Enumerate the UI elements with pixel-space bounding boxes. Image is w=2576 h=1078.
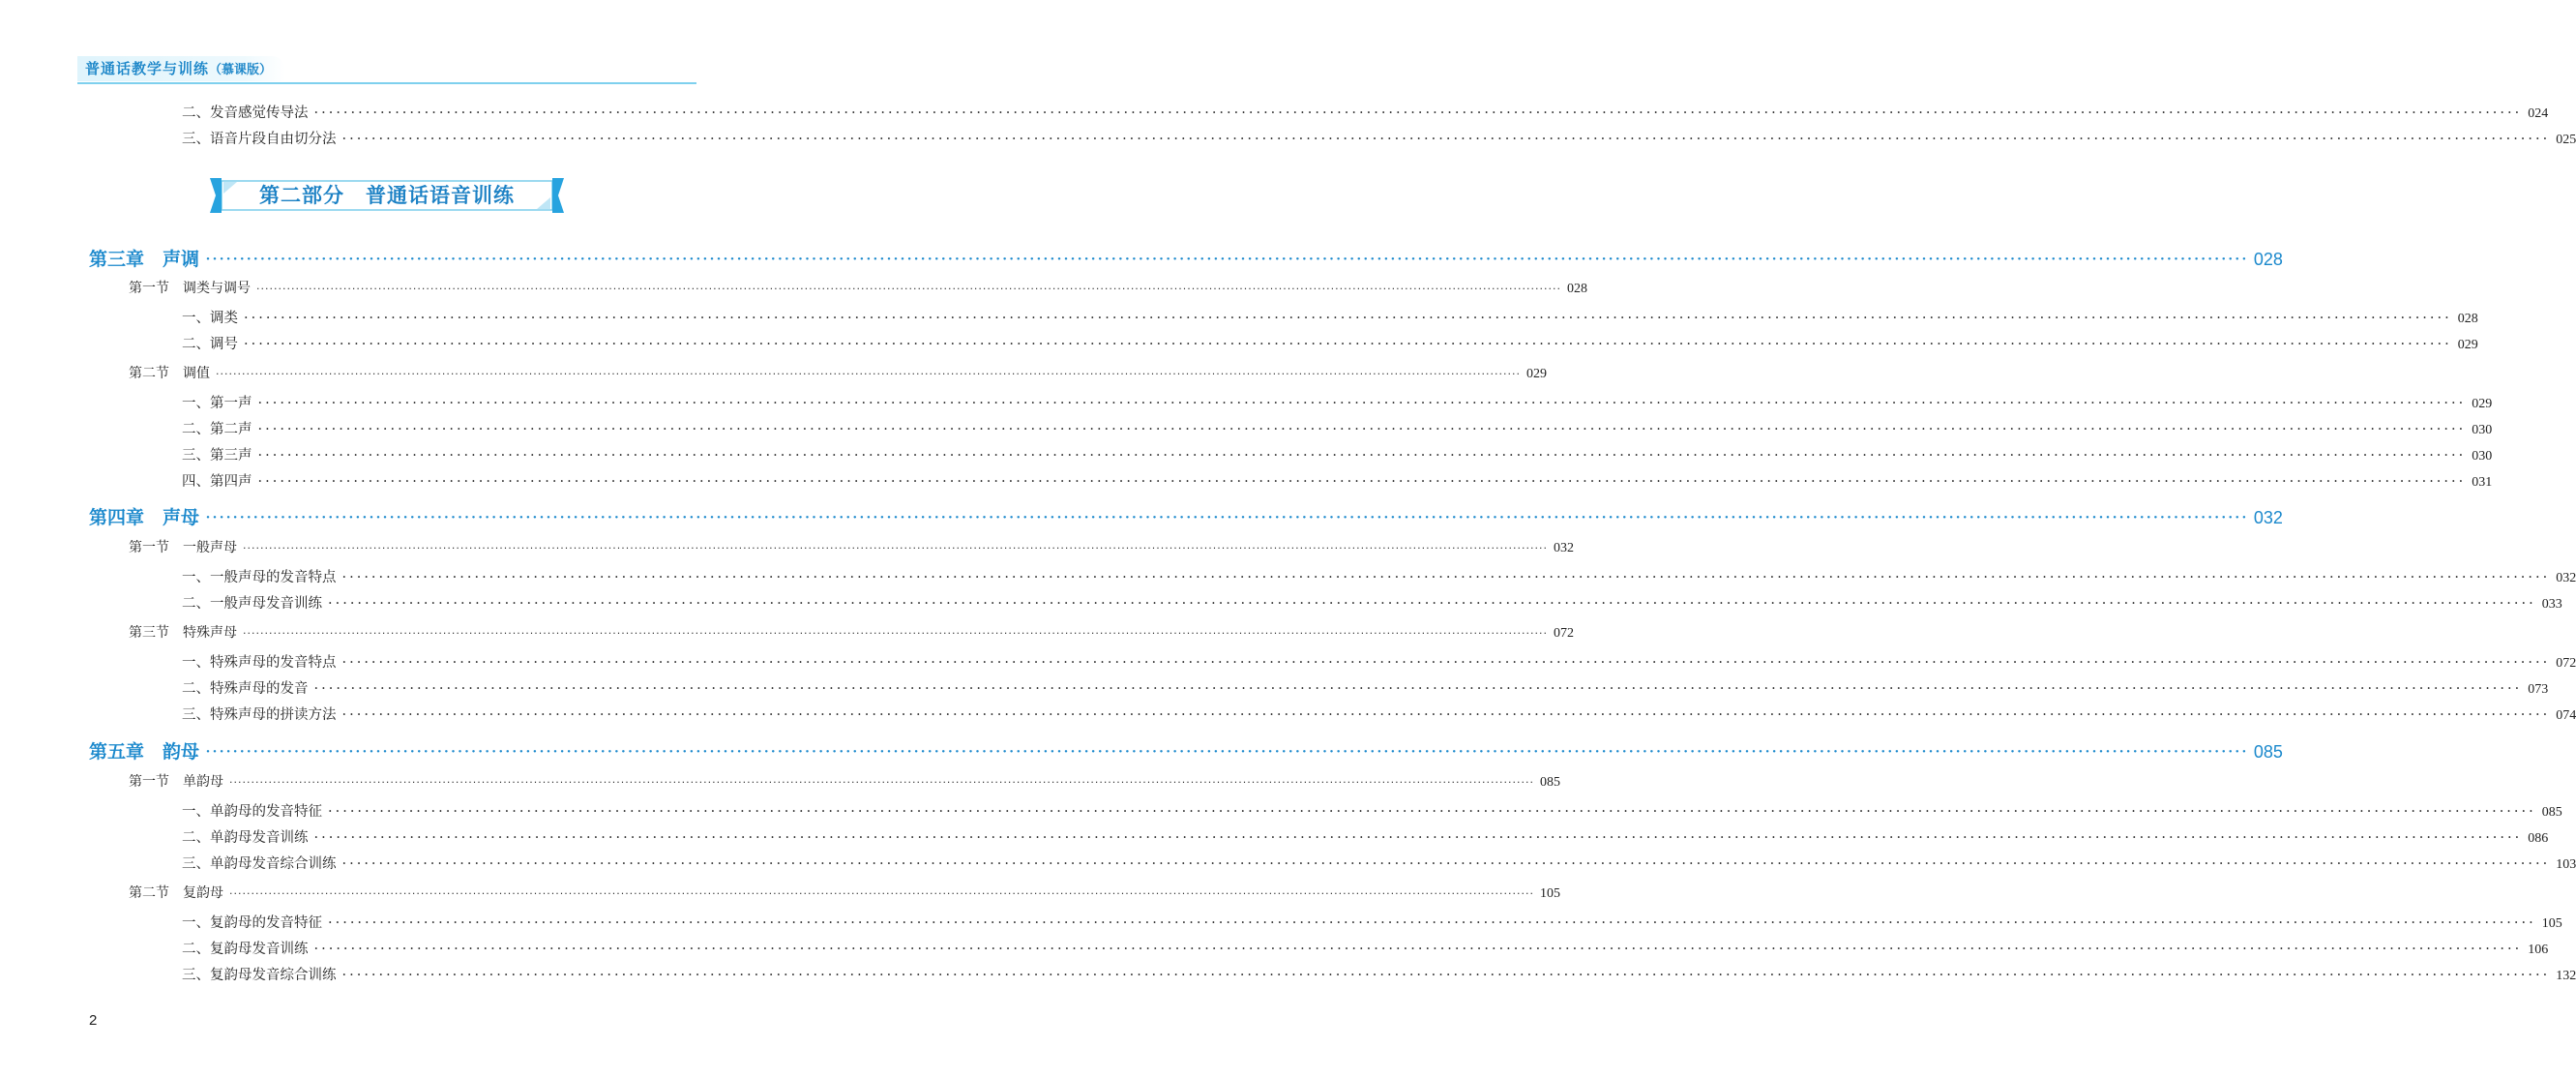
toc-item[interactable] xyxy=(182,470,2493,491)
section-title: 复韵母 xyxy=(183,885,223,901)
section-page: 072 xyxy=(1553,626,1574,641)
toc-chapter[interactable] xyxy=(89,503,2283,529)
section-page: 105 xyxy=(1539,886,1560,901)
toc-item-label: 二、调号 xyxy=(182,337,238,352)
toc-item-page: 103 xyxy=(2556,857,2576,872)
toc-item-page: 029 xyxy=(2472,397,2493,411)
toc-item-page: 085 xyxy=(2541,805,2562,820)
toc-item[interactable] xyxy=(182,826,2549,847)
toc-item-label: 一、调类 xyxy=(182,311,238,326)
section-page: 032 xyxy=(1553,541,1574,555)
leader-dots: ············································································································································································································································································································ xyxy=(313,942,2523,957)
toc-item[interactable] xyxy=(182,418,2493,438)
toc-item-label: 三、复韵母发音综合训练 xyxy=(182,968,337,983)
toc-item-page: 086 xyxy=(2528,831,2549,846)
leader-dots: ············································································································································································································································································································ xyxy=(205,741,2248,763)
section-number: 第一节 xyxy=(129,281,169,296)
toc-item-page: 072 xyxy=(2556,656,2576,671)
header-rule xyxy=(77,82,696,84)
leader-dots: ············································································································································································································································································································ xyxy=(328,804,2536,820)
toc-item[interactable] xyxy=(182,444,2493,464)
toc-item-page: 025 xyxy=(2556,133,2576,147)
leader-dots: ············································································································································································································································································································ xyxy=(244,337,2452,352)
toc-chapter[interactable] xyxy=(89,245,2283,271)
toc-item-label: 三、语音片段自由切分法 xyxy=(182,132,337,147)
section-title: 调类与调号 xyxy=(183,281,251,296)
toc-item-page: 031 xyxy=(2472,475,2493,490)
toc-item[interactable] xyxy=(182,102,2549,122)
leader-dots: ············································································································································································································································································································ xyxy=(313,830,2523,846)
section-number: 第二节 xyxy=(129,366,169,381)
toc-section[interactable] xyxy=(129,771,1560,791)
toc-item[interactable] xyxy=(182,912,2562,932)
leader-dots: ············································································································································································································································································································ xyxy=(328,596,2536,612)
toc-item-page: 024 xyxy=(2528,106,2549,121)
toc-item[interactable] xyxy=(182,333,2478,353)
leader-dots: ············································································································································································································································································································ xyxy=(257,396,2467,411)
toc-item-label: 一、特殊声母的发音特点 xyxy=(182,655,337,671)
header-tab xyxy=(77,56,285,81)
toc-item-page: 029 xyxy=(2457,338,2478,352)
section-title: 一般声母 xyxy=(183,540,237,555)
toc-item[interactable] xyxy=(182,307,2478,327)
running-header xyxy=(77,56,696,83)
section-page: 028 xyxy=(1566,282,1587,296)
leader-dots: ············································································································································································································································································································ xyxy=(341,655,2551,671)
leader-dots: ············································································································································································································································································································ xyxy=(257,422,2467,437)
toc-chapter[interactable] xyxy=(89,737,2283,764)
toc-item-page: 030 xyxy=(2472,423,2493,437)
toc-item-page: 074 xyxy=(2556,708,2576,723)
chapter-label: 第四章 声母 xyxy=(89,507,200,528)
leader-dots: ············································································································································································································································································································ xyxy=(341,132,2551,147)
section-number: 第一节 xyxy=(129,540,169,555)
book-title: 普通话教学与训练 xyxy=(85,60,210,77)
toc-item-page: 032 xyxy=(2556,571,2576,585)
leader-dots: ············································································································································································································································································································ xyxy=(243,542,1548,554)
toc-item[interactable] xyxy=(182,592,2562,613)
leader-dots: ············································································································································································································································································································ xyxy=(205,249,2248,270)
leader-dots: ············································································································································································································································································································ xyxy=(229,887,1534,900)
section-page: 029 xyxy=(1525,367,1547,381)
leader-dots: ············································································································································································································································································································ xyxy=(257,474,2467,490)
toc-item-page: 030 xyxy=(2472,449,2493,464)
toc-item[interactable] xyxy=(182,392,2493,412)
toc-item-label: 二、第二声 xyxy=(182,422,252,437)
section-number: 第三节 xyxy=(129,625,169,641)
section-page: 085 xyxy=(1539,775,1560,790)
book-edition: （慕课版） xyxy=(209,63,273,77)
toc-item-label: 一、单韵母的发音特征 xyxy=(182,804,322,820)
part-title: 第二部分 普通话语音训练 xyxy=(259,183,515,207)
page-number: 2 xyxy=(89,1012,98,1029)
toc-item[interactable] xyxy=(182,651,2576,672)
leader-dots: ············································································································································································································································································································ xyxy=(313,681,2523,697)
toc-item-label: 一、复韵母的发音特征 xyxy=(182,915,322,931)
toc-item-page: 105 xyxy=(2541,916,2562,931)
leader-dots: ············································································································································································································································································································ xyxy=(341,856,2551,872)
toc-item-label: 三、单韵母发音综合训练 xyxy=(182,856,337,872)
leader-dots: ············································································································································································································································································································ xyxy=(244,311,2452,326)
leader-dots: ············································································································································································································································································································ xyxy=(341,570,2551,585)
section-title: 特殊声母 xyxy=(183,625,237,641)
toc-item-page: 073 xyxy=(2528,682,2549,697)
leader-dots: ············································································································································································································································································································ xyxy=(328,915,2536,931)
toc-item-label: 三、特殊声母的拼读方法 xyxy=(182,707,337,723)
toc-item[interactable] xyxy=(182,964,2576,984)
leader-dots: ············································································································································································································································································································ xyxy=(229,776,1534,789)
part-banner xyxy=(208,176,566,215)
toc-section[interactable] xyxy=(129,883,1560,902)
toc-section[interactable] xyxy=(129,278,1587,297)
chapter-page: 085 xyxy=(2253,742,2283,762)
leader-dots: ············································································································································································································································································································ xyxy=(205,507,2248,528)
toc-item-page: 028 xyxy=(2457,312,2478,326)
section-number: 第二节 xyxy=(129,885,169,901)
toc-item-label: 四、第四声 xyxy=(182,474,252,490)
toc-item-label: 二、一般声母发音训练 xyxy=(182,596,322,612)
toc-item-label: 二、特殊声母的发音 xyxy=(182,681,309,697)
chapter-label: 第三章 声调 xyxy=(89,249,200,270)
toc-item[interactable] xyxy=(182,853,2576,873)
chapter-label: 第五章 韵母 xyxy=(89,741,200,763)
toc-item[interactable] xyxy=(182,677,2549,698)
section-title: 调值 xyxy=(183,366,210,381)
toc-item-page: 106 xyxy=(2528,943,2549,957)
section-number: 第一节 xyxy=(129,774,169,790)
leader-dots: ············································································································································································································································································································ xyxy=(313,105,2523,121)
chapter-page: 032 xyxy=(2253,508,2283,527)
toc-item-label: 二、发音感觉传导法 xyxy=(182,105,309,121)
leader-dots: ············································································································································································································································································································ xyxy=(256,283,1561,295)
toc-item-label: 一、一般声母的发音特点 xyxy=(182,570,337,585)
toc-item-label: 三、第三声 xyxy=(182,448,252,464)
toc-item[interactable] xyxy=(182,704,2576,724)
leader-dots: ············································································································································································································································································································ xyxy=(341,968,2551,983)
leader-dots: ············································································································································································································································································································ xyxy=(341,707,2551,723)
section-title: 单韵母 xyxy=(183,774,223,790)
toc-item[interactable] xyxy=(182,128,2576,148)
toc-item-page: 033 xyxy=(2541,597,2562,612)
toc-item[interactable] xyxy=(182,938,2549,958)
toc-item-page: 132 xyxy=(2556,969,2576,983)
toc-item-label: 二、单韵母发音训练 xyxy=(182,830,309,846)
leader-dots: ············································································································································································································································································································ xyxy=(216,368,1521,380)
chapter-page: 028 xyxy=(2253,250,2283,269)
toc-item-label: 二、复韵母发音训练 xyxy=(182,942,309,957)
toc-item-label: 一、第一声 xyxy=(182,396,252,411)
leader-dots: ············································································································································································································································································································ xyxy=(257,448,2467,464)
toc-section[interactable] xyxy=(129,363,1547,382)
toc-item[interactable] xyxy=(182,800,2562,821)
toc-item[interactable] xyxy=(182,566,2576,586)
toc-section[interactable] xyxy=(129,622,1574,642)
toc-section[interactable] xyxy=(129,537,1574,556)
leader-dots: ············································································································································································································································································································ xyxy=(243,627,1548,640)
